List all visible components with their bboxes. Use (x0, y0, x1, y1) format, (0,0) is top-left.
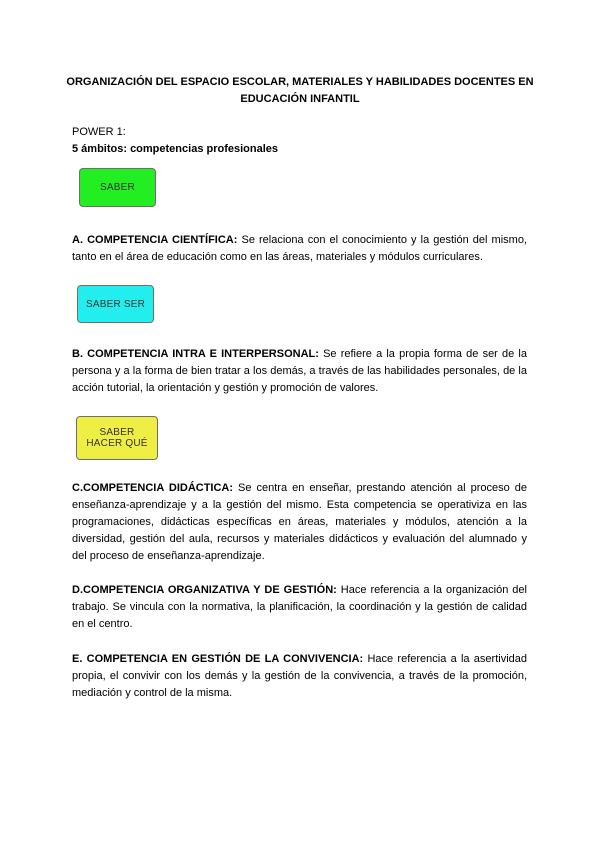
competencia-c-paragraph (72, 480, 527, 565)
competencia-a-paragraph (72, 232, 527, 266)
competencia-e-heading: E. COMPETENCIA EN GESTIÓN DE LA CONVIVENCIA: (72, 653, 364, 665)
competencia-e-paragraph (72, 651, 527, 702)
competencia-a-text: Se relaciona con el conocimiento y la gestión del mismo, tanto en el área de educación como en las áreas, materiales y módulos curriculares. (72, 234, 527, 263)
saber-ser-box-label: SABER SER (85, 298, 146, 310)
saber-box (79, 168, 156, 207)
competencia-b-heading: B. COMPETENCIA INTRA E INTERPERSONAL: (72, 348, 319, 360)
title-line-2: EDUCACIÓN INFANTIL (240, 93, 360, 105)
saber-hacer-box-line-1: SABER (99, 427, 135, 438)
competencia-c-heading: C.COMPETENCIA DIDÁCTICA: (72, 482, 234, 494)
competencia-b-text: Se refiere a la propia forma de ser de la persona y a la forma de bien tratar a los demás, a través de las habilidades personales, de la acción tutorial, la orientación y gestión y promoción de valores. (72, 348, 527, 394)
ambitos-heading: 5 ámbitos: competencias profesionales (72, 143, 279, 155)
saber-box-label: SABER (100, 182, 135, 193)
saber-hacer-box (76, 416, 158, 460)
competencia-e-text: Hace referencia a la asertividad propia, el convivir con los demás y la gestión de la convivencia, a través de la promoción, mediación y control de la misma. (72, 653, 527, 699)
competencia-d-paragraph (72, 582, 527, 633)
saber-ser-box (77, 285, 154, 323)
saber-hacer-box-line-2: HACER QUÉ (86, 438, 148, 449)
competencia-d-text: Hace referencia a la organización del trabajo. Se vincula con la normativa, la planificación, la coordinación y la gestión de calidad en el centro. (72, 584, 527, 630)
document-title (60, 74, 540, 108)
competencia-d-heading: D.COMPETENCIA ORGANIZATIVA Y DE GESTIÓN: (72, 584, 337, 596)
competencia-a-heading: A. COMPETENCIA CIENTÍFICA: (72, 234, 238, 246)
competencia-c-text: Se centra en enseñar, prestando atención al proceso de enseñanza-aprendizaje y a la gestión del mismo. Esta competencia se operativiza en las programaciones, didácticas específicas en áreas, materiales y módulos, atención a la diversidad, gestión del aula, recursos y materiales didácticos y evaluación del alumnado y del proceso de enseñanza-aprendizaje. (72, 482, 527, 562)
power-label: POWER 1: (72, 126, 126, 138)
competencia-b-paragraph (72, 346, 527, 397)
title-line-1: ORGANIZACIÓN DEL ESPACIO ESCOLAR, MATERIALES Y HABILIDADES DOCENTES EN (66, 76, 534, 88)
